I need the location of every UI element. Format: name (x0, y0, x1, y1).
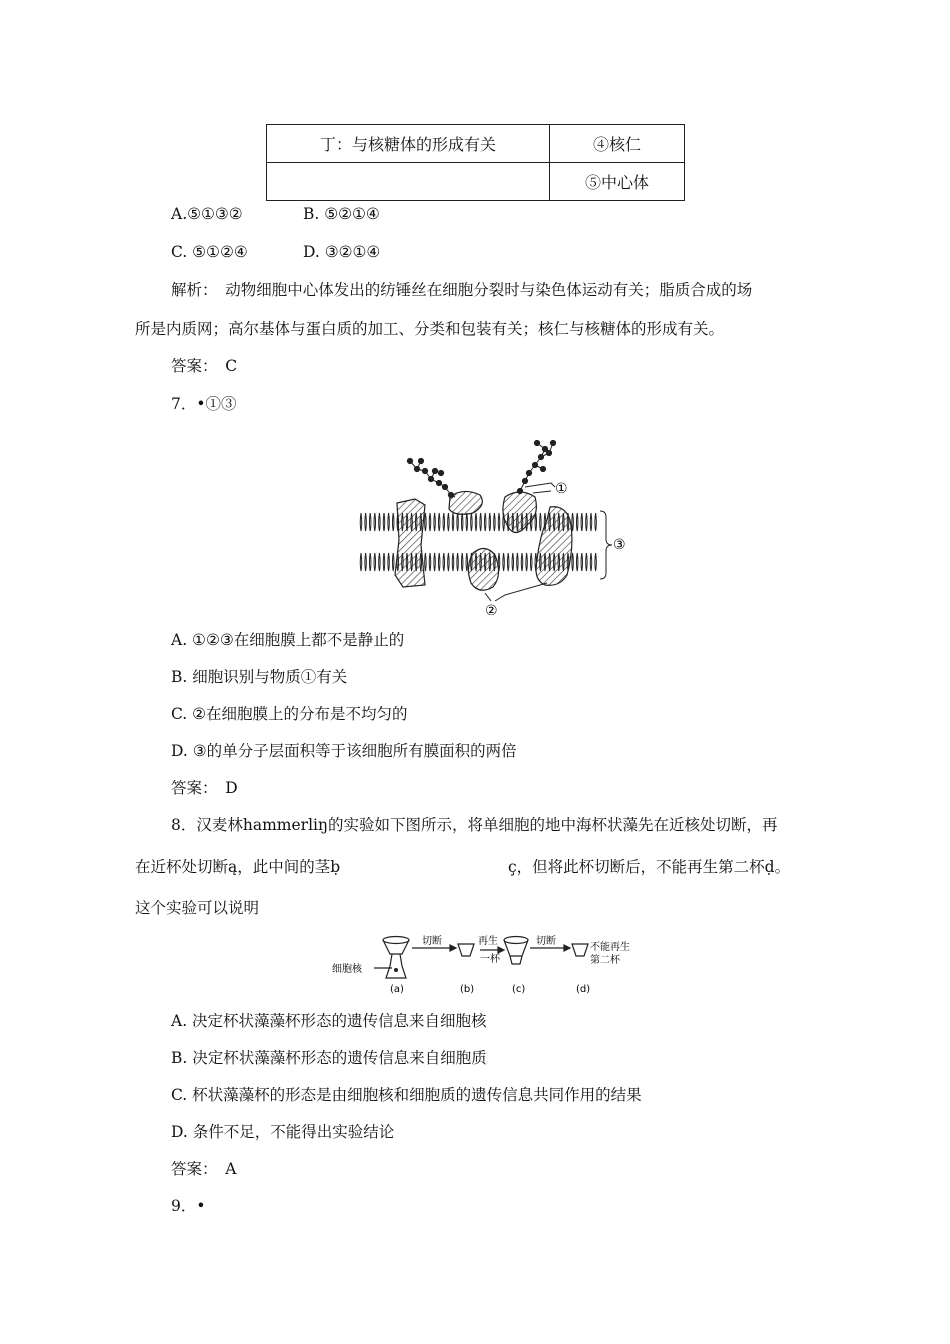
organelle-table (266, 124, 685, 201)
lipid-tail (443, 553, 445, 571)
lipid-tail (498, 513, 500, 531)
lipid-tail (526, 553, 528, 571)
q6-option-d: D. ③②①④ (303, 243, 381, 261)
q8-option-b: B. 决定杯状藻藻杯形态的遗传信息来自细胞质 (171, 1049, 487, 1067)
q6-analysis-line1: 解析： 动物细胞中心体发出的纺锤丝在细胞分裂时与染色体运动有关；脂质合成的场 (171, 281, 753, 299)
lipid-tail (452, 553, 454, 571)
q8-option-d: D. 条件不足，不能得出实验结论 (171, 1123, 395, 1141)
lipid-tail (388, 513, 390, 531)
lipid-tail (576, 553, 578, 571)
q7-stem: 7．•①③ (171, 395, 237, 413)
lipid-tail (434, 513, 436, 531)
lipid-tail (480, 513, 482, 531)
lipid-tail (503, 553, 505, 571)
lipid-tail (429, 513, 431, 531)
lipid-tail (369, 553, 371, 571)
lipid-tail (540, 513, 542, 531)
q6-answer: 答案： C (171, 357, 238, 375)
protein-shape (468, 548, 498, 590)
table-cell: ④核仁 (550, 125, 685, 163)
figure-label-1: ① (555, 481, 568, 497)
lipid-tail (466, 513, 468, 531)
lipid-tail (576, 513, 578, 531)
q7-answer: 答案： D (171, 779, 238, 797)
q6-analysis-line2: 所是内质网；高尔基体与蛋白质的加工、分类和包装有关；核仁与核糖体的形成有关。 (135, 320, 725, 338)
lipid-tail (595, 513, 597, 531)
lipid-tail (471, 513, 473, 531)
cell-membrane-figure (355, 425, 635, 615)
label-one-cup: 一杯 (480, 954, 500, 965)
nucleus-dot (394, 968, 398, 972)
lipid-tail (374, 553, 376, 571)
q7-option-b: B. 细胞识别与物质①有关 (171, 668, 348, 686)
lipid-tail (392, 553, 394, 571)
lipid-tail (429, 553, 431, 571)
lipid-tail (512, 553, 514, 571)
label-b: (b) (460, 984, 475, 995)
q6-option-a: A.⑤①③② (171, 205, 243, 223)
lipid-tail (360, 553, 362, 571)
lipid-tail (379, 513, 381, 531)
q6-option-b: B. ⑤②①④ (303, 205, 380, 223)
lipid-tail (383, 513, 385, 531)
glycan-chains (407, 440, 555, 497)
label-second-cup: 第二杯 (590, 955, 620, 966)
lipid-tail (572, 553, 574, 571)
figure-label-2: ② (485, 603, 498, 615)
lipid-tail (438, 513, 440, 531)
q8-line2a: 在近杯处切断ą，此中间的茎ḅ (135, 858, 341, 876)
table-cell: ⑤中心体 (550, 163, 685, 201)
lipid-tail (365, 553, 367, 571)
lipid-tail (586, 513, 588, 531)
algae-experiment-figure (330, 930, 650, 998)
lipid-tail (383, 553, 385, 571)
lipid-tail (517, 553, 519, 571)
table-cell (267, 163, 550, 201)
lipid-tail (484, 513, 486, 531)
lipid-tail (379, 553, 381, 571)
lipid-tail (475, 513, 477, 531)
lipid-tail (457, 513, 459, 531)
lipid-tail (581, 553, 583, 571)
lipid-tail (590, 553, 592, 571)
lipid-tail (521, 553, 523, 571)
q7-option-d: D. ③的单分子层面积等于该细胞所有膜面积的两倍 (171, 742, 517, 760)
lipid-tail (466, 553, 468, 571)
lipid-tail (457, 553, 459, 571)
lipid-tail (443, 513, 445, 531)
lipid-tail (374, 513, 376, 531)
q8-answer: 答案： A (171, 1160, 237, 1178)
q8-line1: 8．汉麦林hammerliŋ的实验如下图所示，将单细胞的地中海杯状藻先在近核处切断，再 (171, 816, 778, 834)
label-c: (c) (512, 984, 526, 995)
lipid-tail (581, 513, 583, 531)
table-cell: 丁：与核糖体的形成有关 (267, 125, 550, 163)
table-row (267, 163, 685, 201)
protein-shape (395, 499, 425, 587)
lipid-tail (388, 553, 390, 571)
label-nucleus: 细胞核 (332, 964, 362, 975)
lipid-tail (369, 513, 371, 531)
figure-label-3: ③ (613, 537, 626, 553)
label-cut2: 切断 (536, 936, 556, 947)
q8-option-a: A. 决定杯状藻藻杯形态的遗传信息来自细胞核 (171, 1012, 487, 1030)
lipid-tail (448, 513, 450, 531)
q7-option-c: C. ②在细胞膜上的分布是不均匀的 (171, 705, 408, 723)
lipid-tail (392, 513, 394, 531)
label-d: (d) (576, 984, 591, 995)
lipid-tail (448, 553, 450, 571)
lipid-tail (590, 513, 592, 531)
lipid-tail (572, 513, 574, 531)
lipid-tail (507, 553, 509, 571)
lipid-tail (494, 513, 496, 531)
label-cut1: 切断 (422, 936, 442, 947)
table-row (267, 125, 685, 163)
lipid-tail (461, 513, 463, 531)
label-a: (a) (390, 984, 404, 995)
lipid-tail (425, 513, 427, 531)
q6-option-c: C. ⑤①②④ (171, 243, 248, 261)
lipid-tail (586, 553, 588, 571)
label-no-regen: 不能再生 (590, 942, 630, 953)
q8-option-c: C. 杯状藻藻杯的形态是由细胞核和细胞质的遗传信息共同作用的结果 (171, 1086, 642, 1104)
lipid-tail (452, 513, 454, 531)
lipid-tail (530, 553, 532, 571)
label-regen: 再生 (478, 936, 498, 947)
lipid-tail (434, 553, 436, 571)
q8-line3: 这个实验可以说明 (135, 899, 260, 917)
lipid-tail (360, 513, 362, 531)
q7-option-a: A. ①②③在细胞膜上都不是静止的 (171, 631, 405, 649)
q9-stem: 9．• (171, 1197, 206, 1215)
lipid-tail (535, 513, 537, 531)
lipid-tail (425, 553, 427, 571)
lipid-tail (365, 513, 367, 531)
lipid-tail (595, 553, 597, 571)
q8-line2b: ç，但将此杯切断后，不能再生第二杯ḍ。 (508, 858, 791, 876)
lipid-tail (438, 553, 440, 571)
lipid-tail (461, 553, 463, 571)
lipid-tail (489, 513, 491, 531)
